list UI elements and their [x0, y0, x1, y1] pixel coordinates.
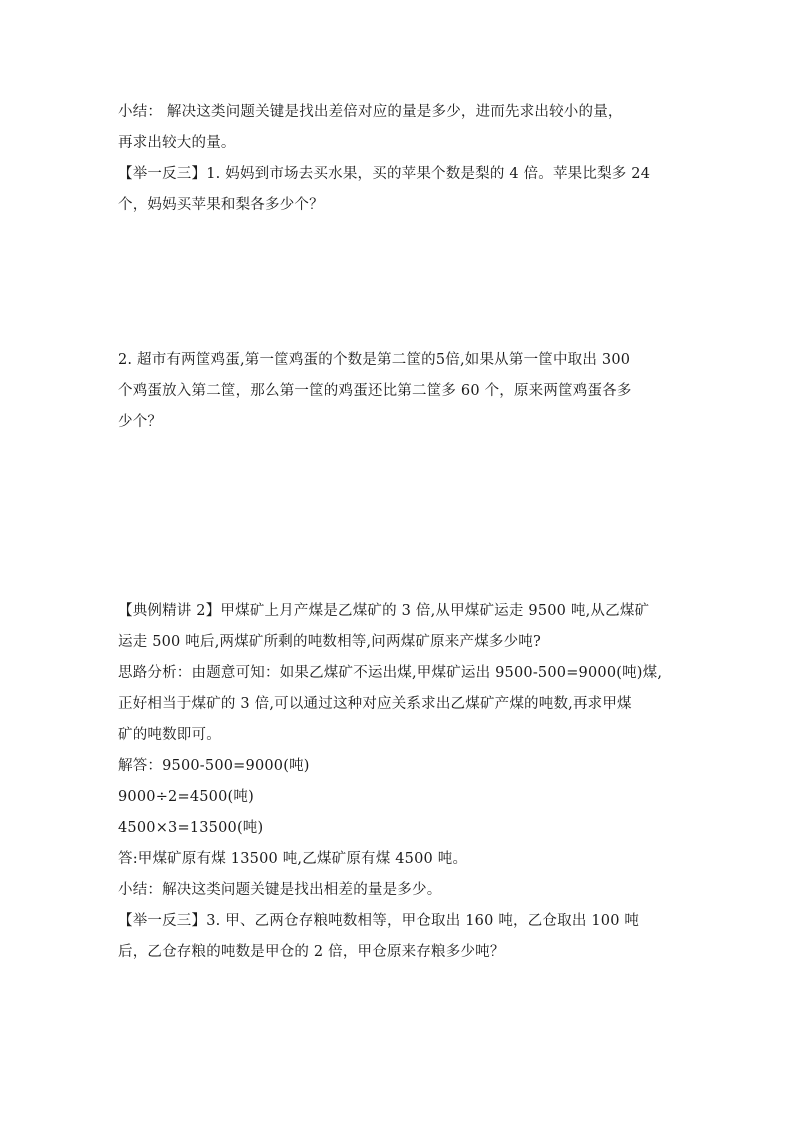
exercise-3-line-1: 【举一反三】3. 甲、乙两仓存粮吨数相等，甲仓取出 160 吨，乙仓取出 100 吨 — [118, 913, 640, 929]
analysis-line-2: 正好相当于煤矿的 3 倍,可以通过这种对应关系求出乙煤矿产煤的吨数,再求甲煤 — [118, 696, 632, 712]
summary-paragraph-2 — [118, 875, 688, 906]
summary-2-line-1: 小结：解决这类问题关键是找出相差的量是多少。 — [118, 882, 442, 898]
exercise-1-paragraph — [118, 159, 688, 221]
final-answer-text: 答:甲煤矿原有煤 13500 吨,乙煤矿原有煤 4500 吨。 — [118, 851, 468, 867]
exercise-2-line-1: 2. 超市有两筐鸡蛋,第一筐鸡蛋的个数是第二筐的5倍,如果从第一筐中取出 300 — [118, 352, 631, 368]
exercise-1-line-2: 个，妈妈买苹果和梨各多少个？ — [118, 197, 324, 213]
summary-paragraph-1 — [118, 97, 688, 159]
example-2-paragraph — [118, 596, 688, 658]
exercise-2-paragraph — [118, 345, 688, 438]
example-2-line-2: 运走 500 吨后,两煤矿所剩的吨数相等,问两煤矿原来产煤多少吨? — [118, 634, 541, 650]
analysis-paragraph — [118, 658, 688, 751]
analysis-line-1: 思路分析：由题意可知：如果乙煤矿不运出煤,甲煤矿运出 9500-500=9000(吨)煤, — [118, 665, 663, 681]
exercise-3-paragraph — [118, 906, 688, 968]
answer-step-3 — [118, 813, 688, 844]
summary-1-line-1: 小结： 解决这类问题关键是找出差倍对应的量是多少，进而先求出较小的量， — [118, 104, 623, 120]
answer-step-3-text: 4500×3=13500(吨) — [118, 820, 264, 836]
answer-step-2 — [118, 782, 688, 813]
exercise-3-line-2: 后，乙仓存粮的吨数是甲仓的 2 倍，甲仓原来存粮多少吨？ — [118, 944, 505, 960]
answer-step-1 — [118, 751, 688, 782]
exercise-2-line-2: 个鸡蛋放入第二筐，那么第一筐的鸡蛋还比第二筐多 60 个，原来两筐鸡蛋各多 — [118, 383, 632, 399]
exercise-1-line-1: 【举一反三】1. 妈妈到市场去买水果，买的苹果个数是梨的 4 倍。苹果比梨多 24 — [118, 166, 651, 182]
example-2-line-1: 【典例精讲 2】甲煤矿上月产煤是乙煤矿的 3 倍,从甲煤矿运走 9500 吨,从乙煤矿 — [118, 603, 650, 619]
exercise-2-line-3: 少个？ — [118, 414, 163, 430]
answer-step-1-text: 解答：9500-500=9000(吨) — [118, 758, 310, 774]
answer-step-2-text: 9000÷2=4500(吨) — [118, 789, 254, 805]
analysis-line-3: 矿的吨数即可。 — [118, 727, 221, 743]
summary-1-line-2: 再求出较大的量。 — [118, 135, 236, 151]
final-answer — [118, 844, 688, 875]
